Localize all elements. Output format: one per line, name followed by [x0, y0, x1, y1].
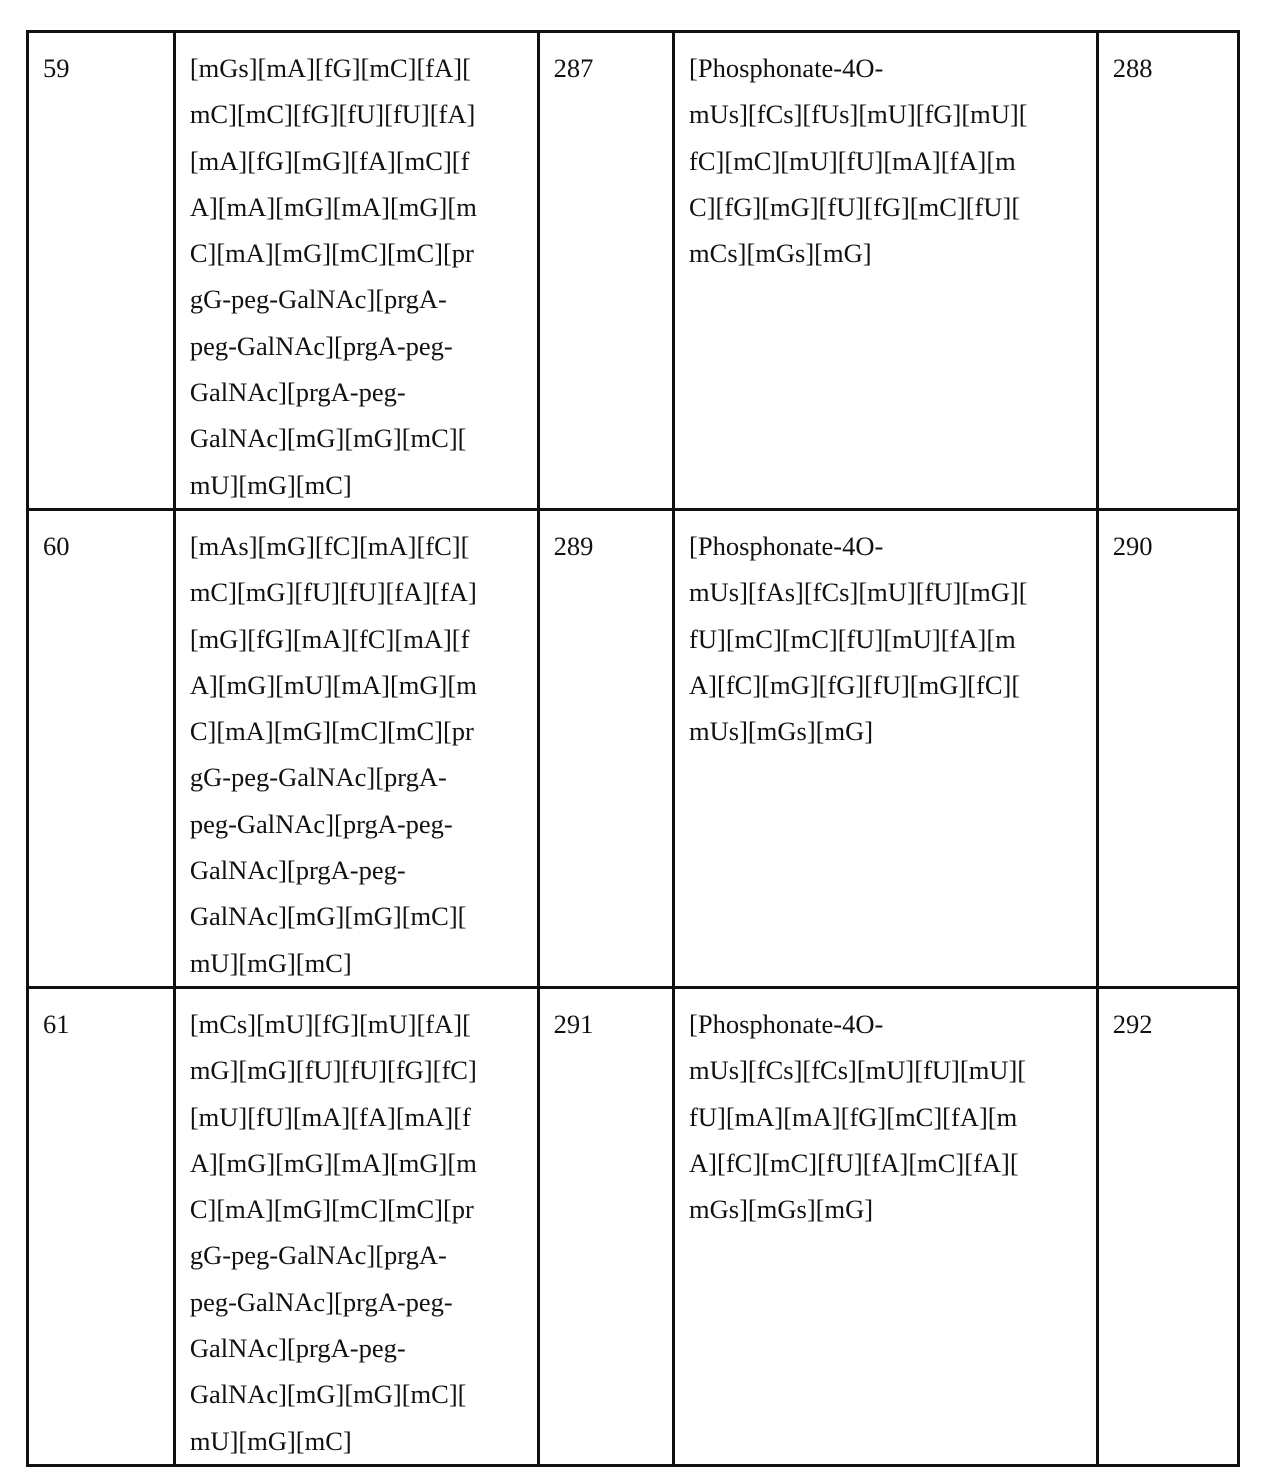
- sequence-line: mU][mG][mC]: [190, 1418, 525, 1464]
- antisense-sequence-cell: [674, 32, 1098, 510]
- sequence-line: A][mG][mG][mA][mG][m: [190, 1140, 525, 1186]
- sequence-line: mC][mG][fU][fU][fA][fA]: [190, 569, 525, 615]
- sequence-line: C][mA][mG][mC][mC][pr: [190, 230, 525, 276]
- sequence-line: mUs][fCs][fCs][mU][fU][mU][: [689, 1047, 1084, 1093]
- sequence-line: gG-peg-GalNAc][prgA-: [190, 276, 525, 322]
- duplex-id-cell: [28, 32, 175, 510]
- sequence-line: A][mA][mG][mA][mG][m: [190, 184, 525, 230]
- sense-seq-id: 291: [554, 1001, 660, 1047]
- sequence-table: [26, 30, 1240, 1467]
- sequence-line: [mAs][mG][fC][mA][fC][: [190, 523, 525, 569]
- sequence-line: [mGs][mA][fG][mC][fA][: [190, 45, 525, 91]
- sequence-line: [Phosphonate-4O-: [689, 1001, 1084, 1047]
- sequence-line: mU][mG][mC]: [190, 940, 525, 986]
- sequence-line: GalNAc][prgA-peg-: [190, 1325, 525, 1371]
- antisense-seq-id-cell: [1097, 987, 1238, 1465]
- sense-seq-id-cell: [538, 987, 673, 1465]
- sequence-line: [mCs][mU][fG][mU][fA][: [190, 1001, 525, 1047]
- sense-seq-id-cell: [538, 32, 673, 510]
- sequence-line: gG-peg-GalNAc][prgA-: [190, 754, 525, 800]
- sequence-line: mUs][mGs][mG]: [689, 708, 1084, 754]
- sequence-line: mU][mG][mC]: [190, 462, 525, 508]
- sense-sequence-cell: [174, 509, 538, 987]
- sequence-line: A][fC][mG][fG][fU][mG][fC][: [689, 662, 1084, 708]
- table-row: [28, 509, 1239, 987]
- duplex-id: 60: [43, 523, 161, 569]
- sequence-line: peg-GalNAc][prgA-peg-: [190, 801, 525, 847]
- table-row: [28, 32, 1239, 510]
- sequence-line: mGs][mGs][mG]: [689, 1186, 1084, 1232]
- sequence-line: peg-GalNAc][prgA-peg-: [190, 1279, 525, 1325]
- sequence-line: peg-GalNAc][prgA-peg-: [190, 323, 525, 369]
- sequence-line: A][mG][mU][mA][mG][m: [190, 662, 525, 708]
- duplex-id: 61: [43, 1001, 161, 1047]
- table-row: [28, 987, 1239, 1465]
- sequence-line: [mA][fG][mG][fA][mC][f: [190, 138, 525, 184]
- sequence-line: mUs][fAs][fCs][mU][fU][mG][: [689, 569, 1084, 615]
- sequence-line: mCs][mGs][mG]: [689, 230, 1084, 276]
- sequence-line: [Phosphonate-4O-: [689, 523, 1084, 569]
- sense-seq-id-cell: [538, 509, 673, 987]
- antisense-seq-id: 290: [1113, 523, 1225, 569]
- sense-sequence-cell: [174, 32, 538, 510]
- sequence-line: GalNAc][mG][mG][mC][: [190, 893, 525, 939]
- antisense-seq-id-cell: [1097, 32, 1238, 510]
- duplex-id-cell: [28, 987, 175, 1465]
- sense-seq-id: 289: [554, 523, 660, 569]
- sequence-line: GalNAc][mG][mG][mC][: [190, 1371, 525, 1417]
- antisense-sequence-cell: [674, 509, 1098, 987]
- antisense-seq-id: 288: [1113, 45, 1225, 91]
- sense-sequence-cell: [174, 987, 538, 1465]
- sequence-line: GalNAc][prgA-peg-: [190, 847, 525, 893]
- sequence-line: GalNAc][mG][mG][mC][: [190, 415, 525, 461]
- sequence-line: C][mA][mG][mC][mC][pr: [190, 1186, 525, 1232]
- duplex-id-cell: [28, 509, 175, 987]
- sequence-line: mG][mG][fU][fU][fG][fC]: [190, 1047, 525, 1093]
- sequence-line: GalNAc][prgA-peg-: [190, 369, 525, 415]
- antisense-seq-id: 292: [1113, 1001, 1225, 1047]
- antisense-sequence-cell: [674, 987, 1098, 1465]
- table-body: [28, 32, 1239, 1466]
- sequence-line: fC][mC][mU][fU][mA][fA][m: [689, 138, 1084, 184]
- sequence-line: [mU][fU][mA][fA][mA][f: [190, 1094, 525, 1140]
- sequence-line: mUs][fCs][fUs][mU][fG][mU][: [689, 91, 1084, 137]
- sequence-line: fU][mC][mC][fU][mU][fA][m: [689, 616, 1084, 662]
- sequence-line: C][mA][mG][mC][mC][pr: [190, 708, 525, 754]
- sequence-line: C][fG][mG][fU][fG][mC][fU][: [689, 184, 1084, 230]
- antisense-seq-id-cell: [1097, 509, 1238, 987]
- duplex-id: 59: [43, 45, 161, 91]
- sequence-line: mC][mC][fG][fU][fU][fA]: [190, 91, 525, 137]
- sequence-line: gG-peg-GalNAc][prgA-: [190, 1232, 525, 1278]
- sequence-line: [Phosphonate-4O-: [689, 45, 1084, 91]
- sequence-line: [mG][fG][mA][fC][mA][f: [190, 616, 525, 662]
- sequence-line: fU][mA][mA][fG][mC][fA][m: [689, 1094, 1084, 1140]
- sense-seq-id: 287: [554, 45, 660, 91]
- sequence-line: A][fC][mC][fU][fA][mC][fA][: [689, 1140, 1084, 1186]
